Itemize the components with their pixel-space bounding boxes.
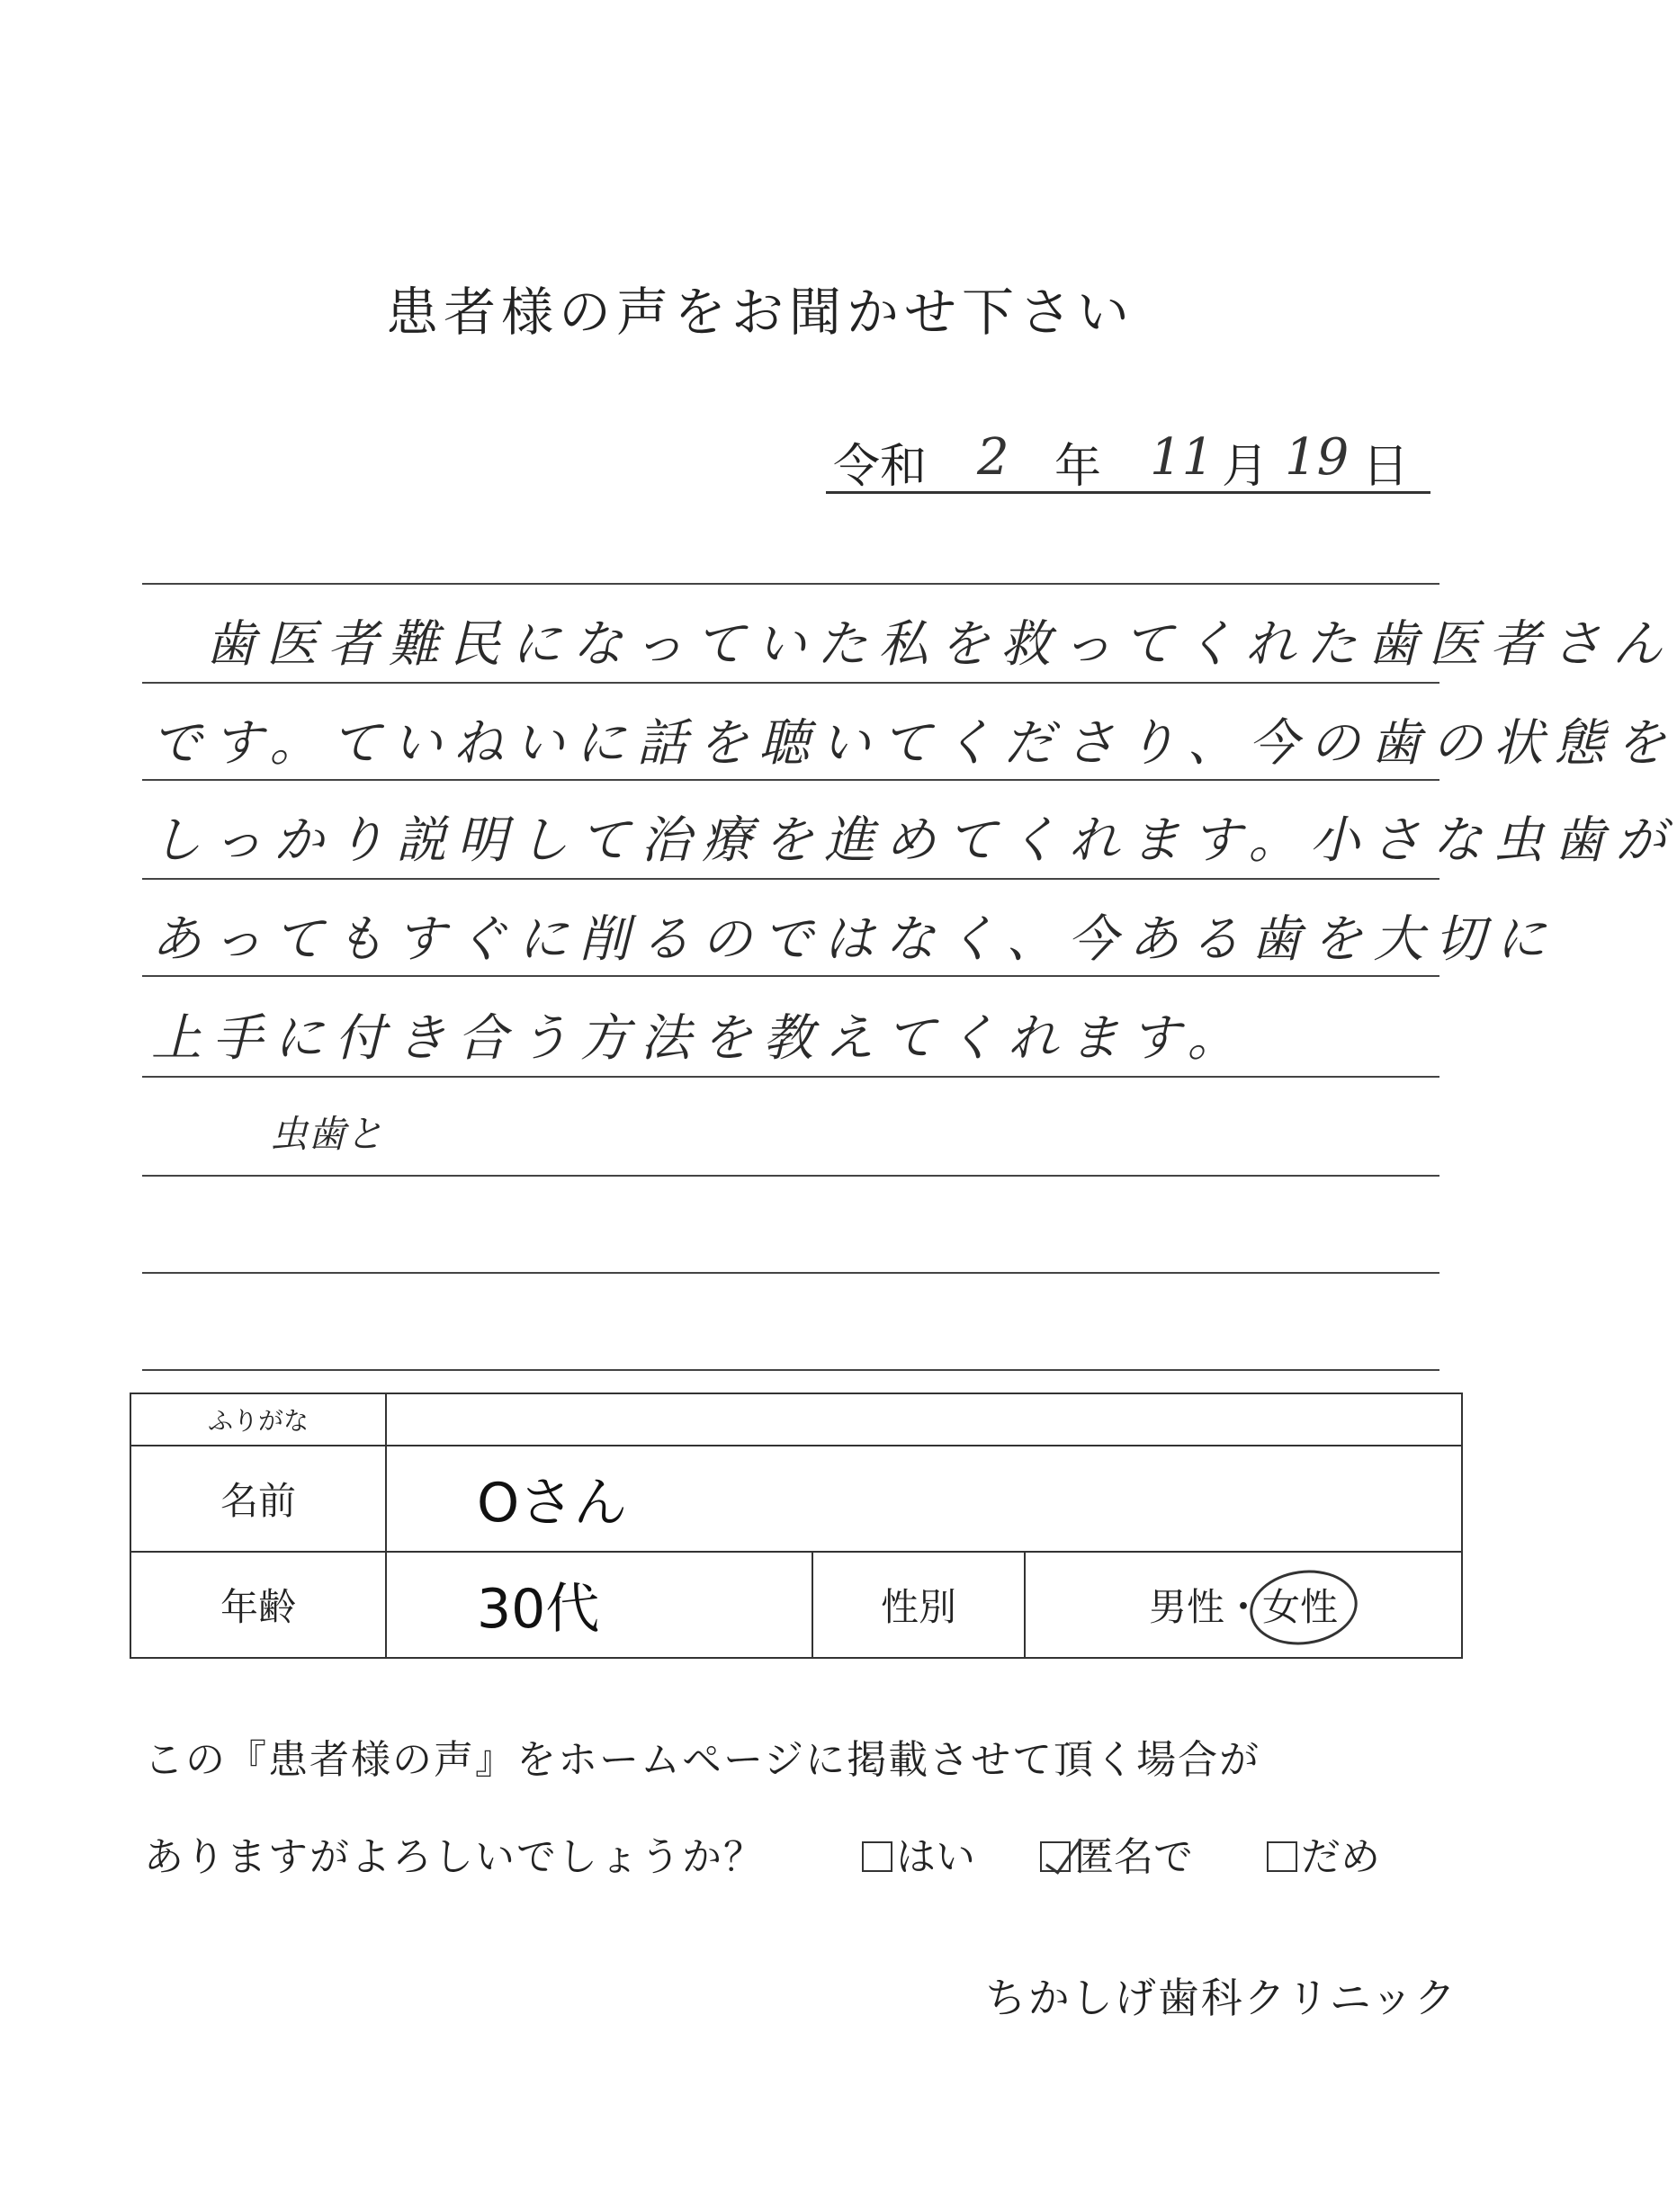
consent-option-no[interactable] [1267, 1824, 1380, 1882]
ruled-line [142, 975, 1439, 977]
comment-insertion: 虫歯と [270, 1112, 384, 1156]
gender-female-option[interactable]: 女性 [1262, 1578, 1338, 1632]
comment-line-1: 歯医者難民になっていた私を救ってくれた歯医者さん [205, 615, 1673, 674]
consent-option-anonymous-label: 匿名で [1074, 1834, 1193, 1880]
date-month-unit: 月 [1222, 440, 1269, 494]
checkbox-no[interactable] [1267, 1841, 1297, 1872]
age-label: 年齢 [130, 1552, 386, 1658]
date-field [826, 423, 1430, 494]
furigana-label: ふりがな [130, 1393, 386, 1446]
age-field[interactable]: 30代 [386, 1552, 812, 1658]
name-field[interactable]: Oさん [386, 1446, 1462, 1552]
date-year: 2 [977, 428, 1009, 487]
ruled-line [142, 1076, 1439, 1078]
checkbox-anonymous[interactable] [1040, 1841, 1071, 1872]
patient-info-table [130, 1393, 1463, 1659]
ruled-line [142, 1272, 1439, 1274]
date-day-unit: 日 [1362, 440, 1410, 494]
gender-label: 性別 [812, 1552, 1025, 1658]
gender-options[interactable] [1025, 1552, 1462, 1658]
furigana-field[interactable] [386, 1393, 1462, 1446]
ruled-line [142, 779, 1439, 781]
ruled-line [142, 1175, 1439, 1177]
date-year-unit: 年 [1054, 440, 1102, 494]
consent-option-no-label: だめ [1301, 1834, 1380, 1880]
ruled-line [142, 1369, 1439, 1371]
checkbox-yes[interactable] [862, 1841, 892, 1872]
consent-option-yes[interactable] [862, 1824, 975, 1882]
date-era: 令和 [833, 440, 928, 494]
gender-male-option[interactable]: 男性 [1148, 1585, 1224, 1629]
ruled-line [142, 878, 1439, 880]
comment-line-4: あってもすぐに削るのではなく、今ある歯を大切に [151, 910, 1557, 969]
consent-question-line-1: この『患者様の声』をホームページに掲載させて頂く場合が [144, 1737, 1261, 1783]
consent-question-line-2: ありますがよろしいでしょうか？ [144, 1834, 765, 1880]
clinic-name: ちかしげ歯科クリニック [984, 1974, 1457, 2022]
gender-separator: ・ [1224, 1585, 1263, 1629]
date-day: 19 [1285, 428, 1350, 487]
comment-line-5: 上手に付き合う方法を教えてくれます。 [151, 1009, 1249, 1068]
comment-line-2: です。ていねいに話を聴いてくださり、今の歯の状態を [151, 714, 1677, 773]
consent-option-anonymous[interactable] [1040, 1824, 1193, 1882]
name-label: 名前 [130, 1446, 386, 1552]
form-title: 患者様の声をお聞かせ下さい [385, 282, 1134, 343]
ruled-line [142, 583, 1439, 585]
comment-line-3: しっかり説明して治療を進めてくれます。小さな虫歯が [151, 811, 1677, 870]
ruled-line [142, 682, 1439, 684]
date-month: 11 [1150, 428, 1215, 487]
consent-option-yes-label: はい [896, 1834, 975, 1880]
